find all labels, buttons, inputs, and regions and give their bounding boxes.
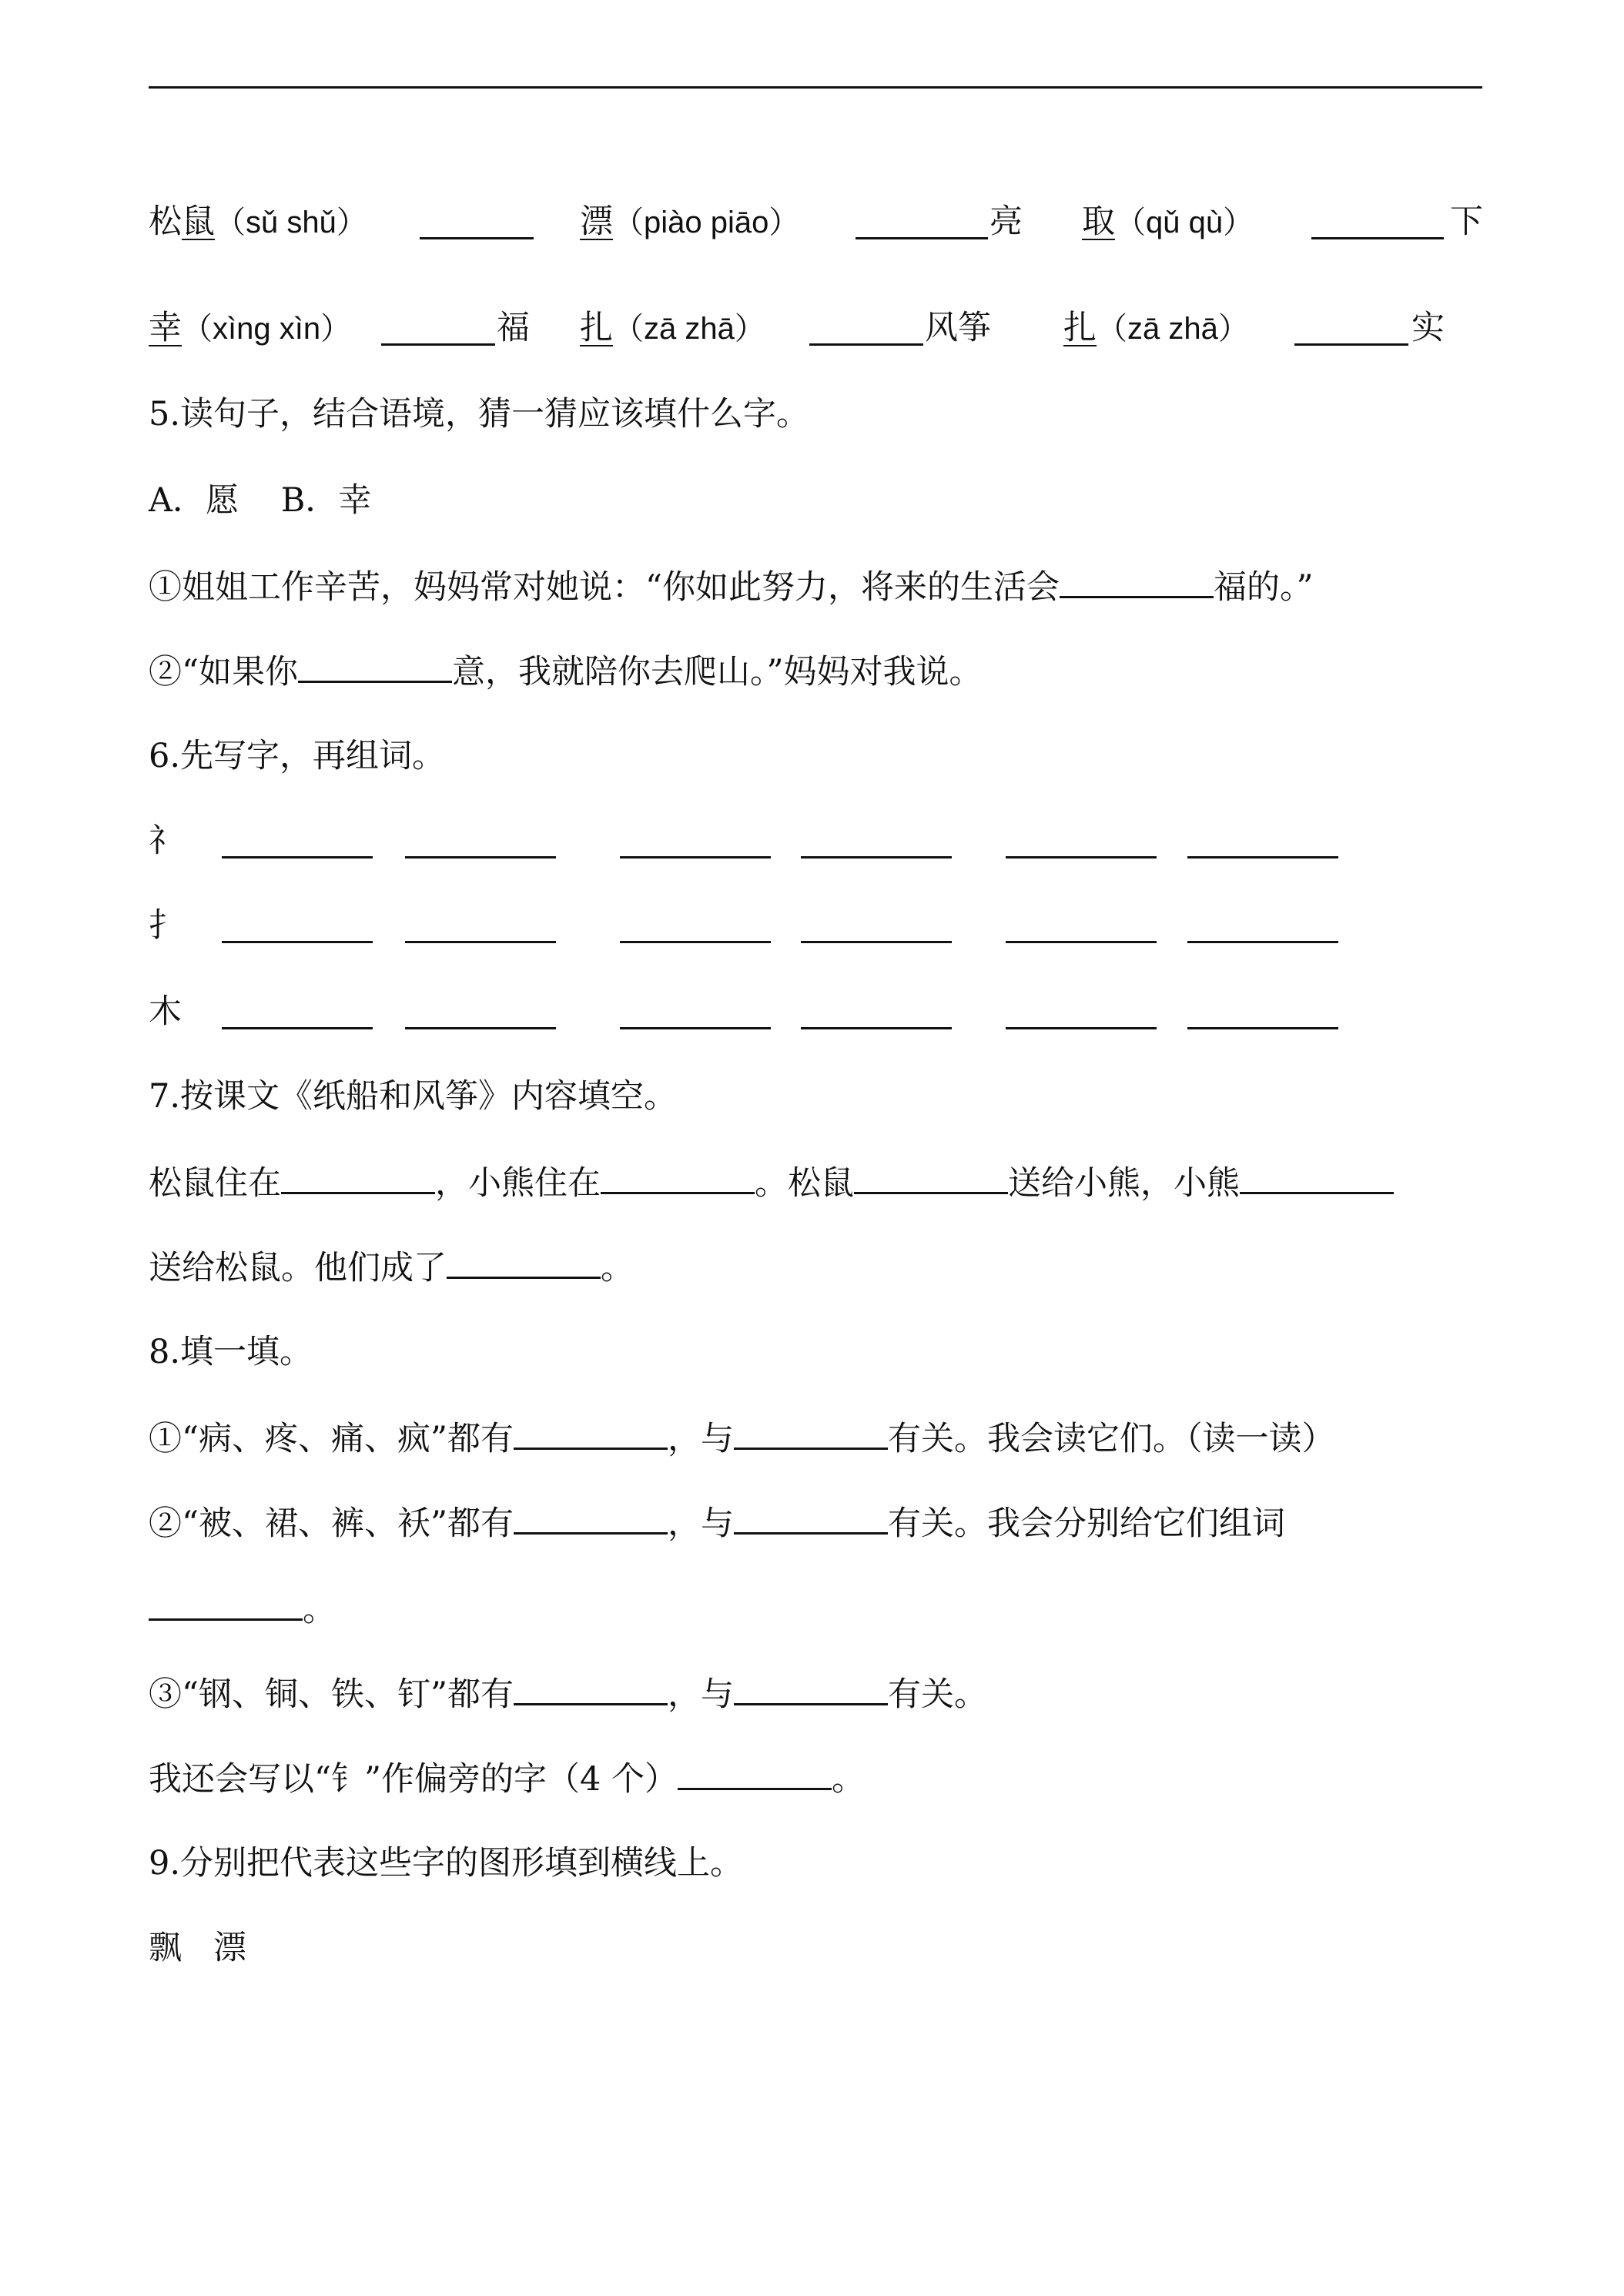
answer-blank[interactable]	[1240, 1158, 1394, 1194]
q5-options: A．愿 B．幸	[149, 481, 372, 520]
answer-blank[interactable]	[601, 1158, 755, 1194]
answer-blank[interactable]	[149, 1585, 303, 1621]
answer-blank[interactable]	[1187, 822, 1338, 858]
q4-item: 松鼠（sǔ shǔ）	[149, 202, 367, 241]
answer-blank[interactable]	[1294, 310, 1408, 346]
answer-blank[interactable]	[514, 1669, 668, 1705]
q8-row-1: ①“病、疼、痛、疯”都有 ，与 有关。我会读它们。（读一读）	[149, 1414, 1334, 1462]
q4-suffix: 风筝	[925, 309, 991, 347]
answer-blank[interactable]	[801, 907, 952, 943]
q4-suffix: 下	[1450, 202, 1483, 241]
answer-blank[interactable]	[809, 310, 923, 346]
answer-blank[interactable]	[734, 1669, 888, 1705]
answer-blank[interactable]	[222, 822, 373, 858]
q7-paragraph-line-2: 送给松鼠。他们成了 。	[149, 1243, 634, 1291]
answer-blank[interactable]	[801, 822, 952, 858]
answer-blank[interactable]	[1187, 993, 1338, 1029]
radical-label: 礻	[149, 822, 182, 860]
q4-item: 幸（xìng xìn）	[149, 309, 352, 347]
q8-title: 8.填一填。	[149, 1333, 313, 1371]
answer-blank[interactable]	[405, 822, 556, 858]
q6-title: 6.先写字，再组词。	[149, 737, 446, 775]
answer-blank[interactable]	[514, 1414, 668, 1450]
q5-title: 5.读句子，结合语境，猜一猜应该填什么字。	[149, 395, 810, 433]
answer-blank[interactable]	[1006, 822, 1157, 858]
radical-label: 木	[149, 992, 182, 1031]
answer-blank[interactable]	[514, 1498, 668, 1535]
answer-blank[interactable]	[801, 993, 952, 1029]
q4-suffix: 亮	[989, 202, 1023, 241]
q9-chars: 飘 漂	[149, 1929, 247, 1967]
answer-blank[interactable]	[854, 1158, 1008, 1194]
answer-blank[interactable]	[1006, 907, 1157, 943]
answer-blank[interactable]	[734, 1498, 888, 1535]
answer-blank[interactable]	[420, 203, 534, 239]
answer-blank[interactable]	[1060, 562, 1214, 598]
q4-suffix: 福	[497, 309, 530, 347]
answer-blank[interactable]	[1187, 907, 1338, 943]
answer-blank[interactable]	[1311, 203, 1444, 239]
radical-label: 扌	[149, 906, 182, 945]
q4-suffix: 实	[1411, 309, 1445, 347]
q4-item: 扎（zā zhā）	[1063, 309, 1249, 347]
answer-blank[interactable]	[620, 822, 771, 858]
answer-blank[interactable]	[620, 907, 771, 943]
answer-blank[interactable]	[734, 1414, 888, 1450]
answer-blank[interactable]	[405, 907, 556, 943]
answer-blank[interactable]	[405, 993, 556, 1029]
answer-blank[interactable]	[620, 993, 771, 1029]
q8-row-4: 我还会写以“钅”作偏旁的字（4 个） 。	[149, 1754, 865, 1802]
q8-row-2: ②“被、裙、裤、袄”都有 ，与 有关。我会分别给它们组词	[149, 1498, 1285, 1547]
q7-title: 7.按课文《纸船和风筝》内容填空。	[149, 1077, 678, 1116]
answer-blank[interactable]	[281, 1158, 435, 1194]
answer-blank[interactable]	[447, 1243, 601, 1279]
q5-sentence-1: ①姐姐工作辛苦，妈妈常对她说：“你如此努力，将来的生活会 福的。”	[149, 562, 1313, 611]
answer-blank[interactable]	[856, 203, 988, 239]
q7-paragraph-line-1: 松鼠住在 ，小熊住在 。松鼠 送给小熊，小熊	[149, 1158, 1394, 1207]
q4-item: 取（qǔ qù）	[1082, 202, 1254, 241]
q8-row-3: ③“钢、铜、铁、钉”都有 ，与 有关。	[149, 1669, 987, 1718]
answer-blank[interactable]	[678, 1754, 832, 1790]
answer-blank[interactable]	[298, 647, 452, 683]
q9-title: 9.分别把代表这些字的图形填到横线上。	[149, 1844, 744, 1883]
q8-row-2-continued: 。	[149, 1585, 336, 1633]
q4-item: 扎（zā zhā）	[580, 309, 765, 347]
answer-blank[interactable]	[1006, 993, 1157, 1029]
answer-blank[interactable]	[381, 310, 495, 346]
answer-blank[interactable]	[222, 993, 373, 1029]
header-rule	[149, 86, 1482, 89]
q5-sentence-2: ②“如果你 意，我就陪你去爬山。”妈妈对我说。	[149, 647, 982, 695]
q4-item: 漂（piào piāo）	[580, 202, 800, 241]
answer-blank[interactable]	[222, 907, 373, 943]
